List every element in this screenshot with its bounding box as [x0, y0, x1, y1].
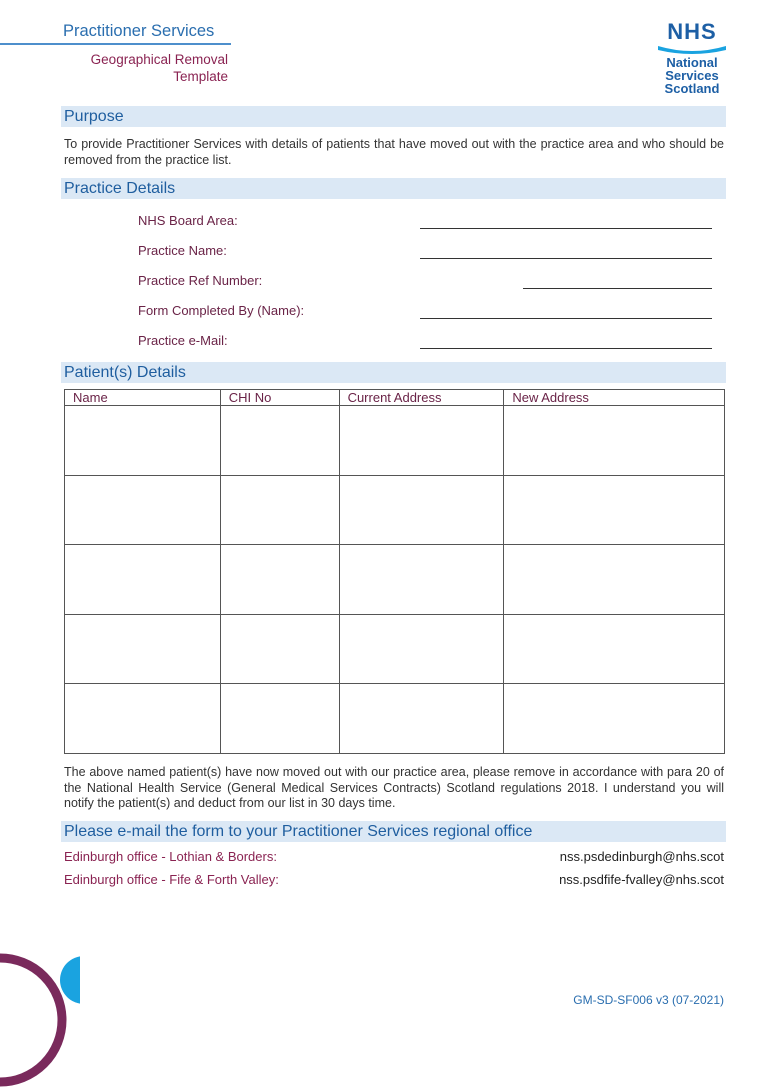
cell-new-address[interactable] — [504, 614, 725, 684]
cell-current-address[interactable] — [339, 406, 504, 476]
nhs-logo — [652, 20, 732, 98]
field-label-nhs-board-area: NHS Board Area: — [138, 213, 238, 228]
field-input-practice-email[interactable] — [420, 334, 712, 349]
nhs-logo-line-2: Services — [665, 68, 719, 83]
nhs-logo-line-1: National — [666, 55, 718, 70]
patients-table — [64, 389, 725, 754]
cell-name[interactable] — [65, 684, 221, 754]
purpose-text: To provide Practitioner Services with details of patients that have moved out with the practice area and who should be removed from the practice list. — [64, 137, 724, 167]
cell-current-address[interactable] — [339, 475, 504, 545]
field-input-nhs-board-area[interactable] — [420, 214, 712, 229]
field-label-completed-by: Form Completed By (Name): — [138, 303, 305, 318]
field-input-practice-ref[interactable] — [523, 274, 712, 289]
cell-chi-no[interactable] — [220, 614, 339, 684]
column-header-new-address: New Address — [504, 390, 725, 406]
cell-chi-no[interactable] — [220, 406, 339, 476]
nhs-logo-text — [652, 56, 732, 95]
title-rule — [0, 43, 231, 45]
form-code: GM-SD-SF006 v3 (07-2021) — [573, 993, 724, 1007]
nhs-logo-swoosh-icon — [656, 42, 728, 54]
cell-chi-no[interactable] — [220, 475, 339, 545]
offices-heading: Please e-mail the form to your Practitioner Services regional office — [61, 821, 726, 842]
column-header-name: Name — [65, 390, 221, 406]
cell-new-address[interactable] — [504, 475, 725, 545]
field-input-completed-by[interactable] — [420, 304, 712, 319]
table-row — [65, 545, 725, 615]
purpose-heading: Purpose — [61, 106, 726, 127]
table-row — [65, 475, 725, 545]
office-email-fife-forth-valley[interactable]: nss.psdfife-fvalley@nhs.scot — [559, 872, 724, 887]
cell-new-address[interactable] — [504, 684, 725, 754]
field-label-practice-email: Practice e-Mail: — [138, 333, 228, 348]
column-header-chi-no: CHI No — [220, 390, 339, 406]
cell-current-address[interactable] — [339, 545, 504, 615]
cell-name[interactable] — [65, 406, 221, 476]
practice-details-heading: Practice Details — [61, 178, 726, 199]
nhs-logo-mark: NHS — [667, 19, 717, 44]
table-row — [65, 614, 725, 684]
table-row — [65, 406, 725, 476]
field-input-practice-name[interactable] — [420, 244, 712, 259]
declaration-text: The above named patient(s) have now moved out with our practice area, please remove in accordance with para 20 of the National Health Service (General Medical Services Contracts) Scotland regulations 2018. I understand you will notify the patient(s) and deduct from our list in 30 days time. — [64, 765, 724, 810]
patient-details-heading: Patient(s) Details — [61, 362, 726, 383]
document-subtitle — [40, 51, 228, 85]
office-email-lothian-borders[interactable]: nss.psdedinburgh@nhs.scot — [559, 849, 724, 864]
cell-name[interactable] — [65, 614, 221, 684]
document-title: Practitioner Services — [63, 22, 215, 40]
patients-table-header — [65, 390, 725, 406]
cell-name[interactable] — [65, 475, 221, 545]
cell-new-address[interactable] — [504, 406, 725, 476]
cell-current-address[interactable] — [339, 614, 504, 684]
subtitle-line-1: Geographical Removal — [90, 52, 228, 67]
office-label-lothian-borders: Edinburgh office - Lothian & Borders: — [64, 849, 277, 864]
nhs-logo-line-3: Scotland — [664, 81, 720, 96]
subtitle-line-2: Template — [173, 69, 228, 84]
cell-chi-no[interactable] — [220, 684, 339, 754]
cell-chi-no[interactable] — [220, 545, 339, 615]
column-header-current-address: Current Address — [339, 390, 504, 406]
cell-name[interactable] — [65, 545, 221, 615]
cell-current-address[interactable] — [339, 684, 504, 754]
field-label-practice-name: Practice Name: — [138, 243, 227, 258]
field-label-practice-ref: Practice Ref Number: — [138, 273, 263, 288]
office-label-fife-forth-valley: Edinburgh office - Fife & Forth Valley: — [64, 872, 279, 887]
cell-new-address[interactable] — [504, 545, 725, 615]
table-row — [65, 684, 725, 754]
decorative-circles-icon — [0, 940, 80, 1090]
